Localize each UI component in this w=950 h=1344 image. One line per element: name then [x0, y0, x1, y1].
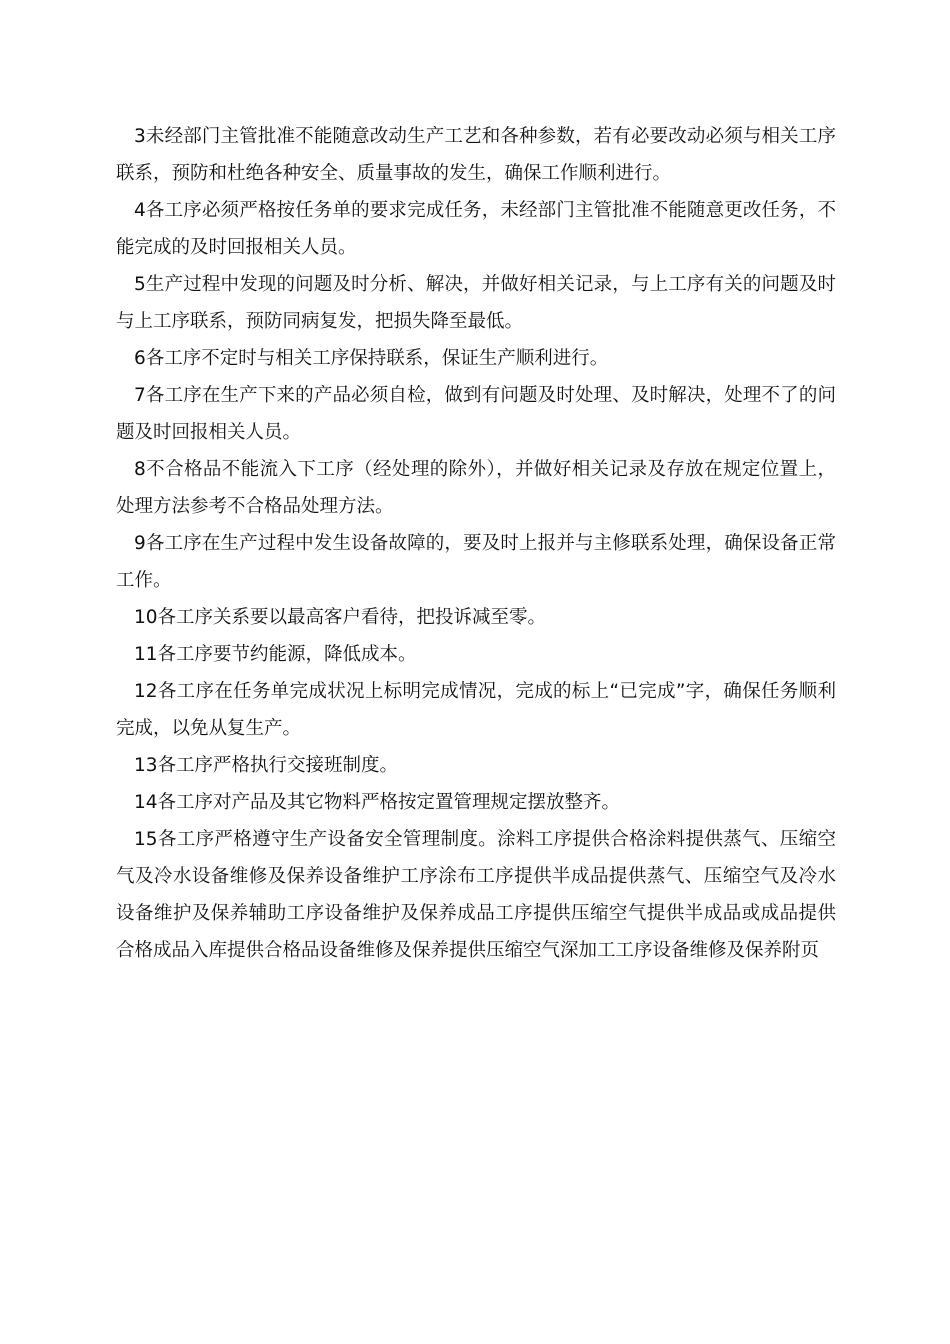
paragraph-12: 12各工序在任务单完成状况上标明完成情况，完成的标上“已完成”字，确保任务顺利完成，以免从复生产。: [116, 681, 836, 739]
paragraph-9: 9各工序在生产过程中发生设备故障的，要及时上报并与主修联系处理，确保设备正常工作。: [116, 533, 836, 591]
paragraph-5: 5生产过程中发现的问题及时分析、解决，并做好相关记录，与上工序有关的问题及时与上工序联系，预防同病复发，把损失降至最低。: [116, 274, 836, 332]
paragraph-7: 7各工序在生产下来的产品必须自检，做到有问题及时处理、及时解决，处理不了的问题及时回报相关人员。: [116, 385, 836, 443]
paragraph-11: 11各工序要节约能源，降低成本。: [134, 644, 417, 665]
paragraph-10: 10各工序关系要以最高客户看待，把投诉减至零。: [134, 607, 547, 628]
paragraph-13: 13各工序严格执行交接班制度。: [134, 755, 399, 776]
document-body: [116, 118, 836, 969]
paragraph-14: 14各工序对产品及其它物料严格按定置管理规定摆放整齐。: [134, 792, 621, 813]
paragraph-6: 6各工序不定时与相关工序保持联系，保证生产顺利进行。: [134, 348, 609, 369]
paragraph-8: 8不合格品不能流入下工序（经处理的除外），并做好相关记录及存放在规定位置上，处理方法参考不合格品处理方法。: [116, 459, 836, 517]
paragraph-3: 3未经部门主管批准不能随意改动生产工艺和各种参数，若有必要改动必须与相关工序联系，预防和杜绝各种安全、质量事故的发生，确保工作顺利进行。: [116, 126, 836, 184]
paragraph-4: 4各工序必须严格按任务单的要求完成任务，未经部门主管批准不能随意更改任务，不能完成的及时回报相关人员。: [116, 200, 836, 258]
paragraph-15: 15各工序严格遵守生产设备安全管理制度。涂料工序提供合格涂料提供蒸气、压缩空气及冷水设备维修及保养设备维护工序涂布工序提供半成品提供蒸气、压缩空气及冷水设备维护及保养辅助工序设备维护及保养成品工序提供压缩空气提供半成品或成品提供合格成品入库提供合格品设备维修及保养提供压缩空气深加工工序设备维修及保养附页: [116, 829, 836, 961]
